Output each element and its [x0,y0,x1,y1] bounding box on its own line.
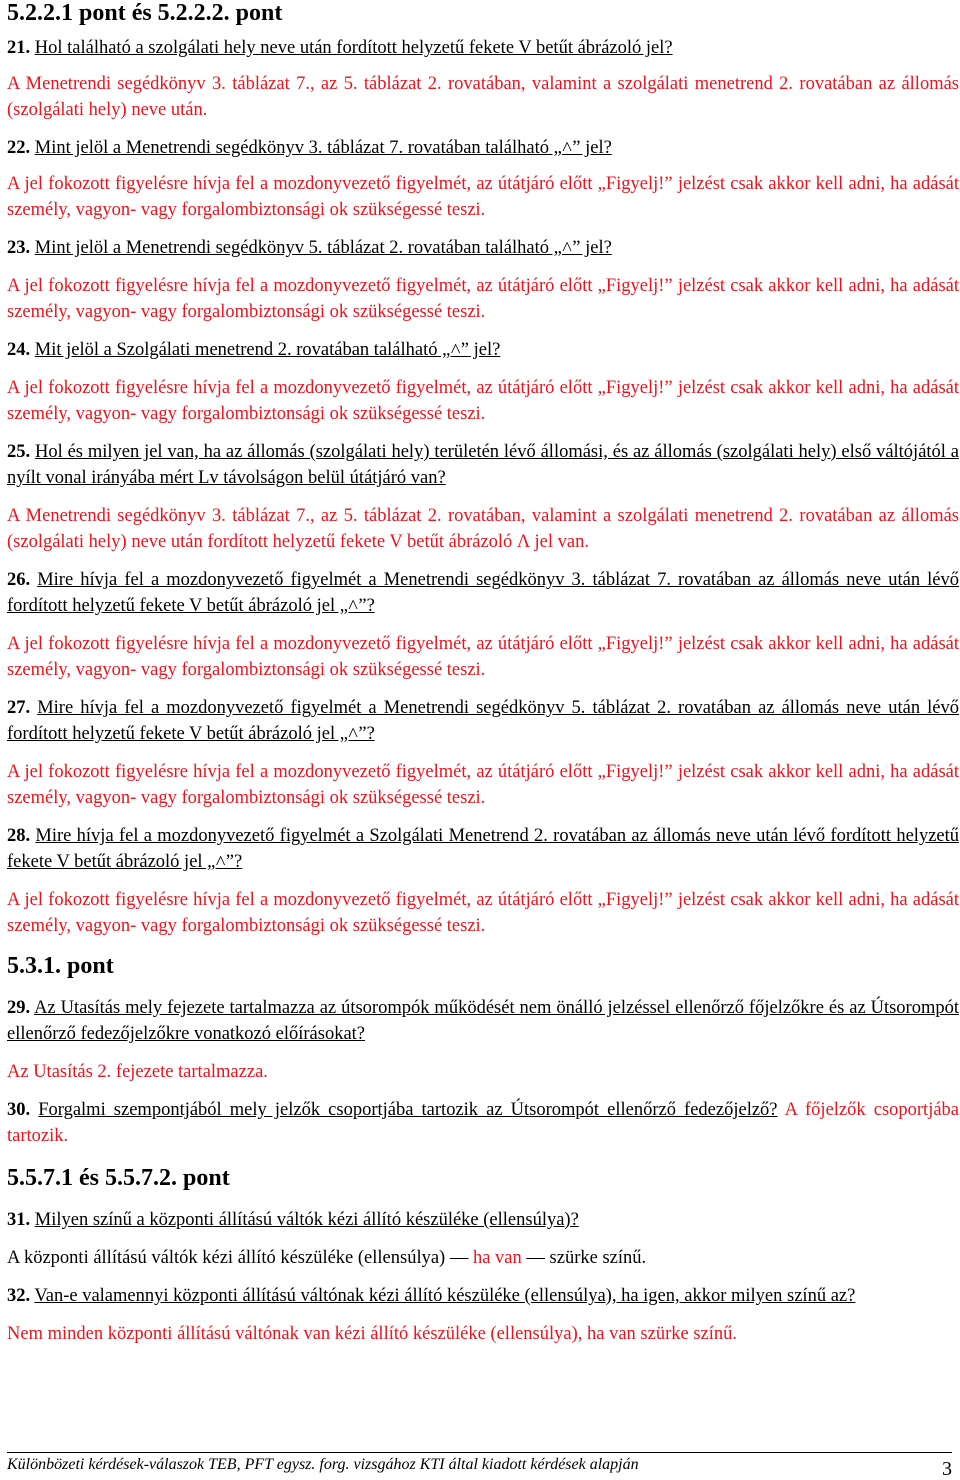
question-23 [7,235,959,261]
answer-text-before: A központi állítású váltók kézi állító készüléke (ellensúlya) — [7,1248,473,1268]
question-number: 27. [7,698,31,718]
question-text: Mint jelöl a Menetrendi segédkönyv 3. táblázat 7. rovatában található „˄” jel? [34,138,612,158]
answer-32: Nem minden központi állítású váltónak van kézi állító készüléke (ellensúlya), ha van szürke színű. [7,1324,738,1344]
answer-24: A jel fokozott figyelésre hívja fel a mozdonyvezető figyelmét, az útátjáró előtt „Figyelj!” jelzést csak akkor kell adni, ha adását személy, vagyon- vagy forgalombiztonsági ok szükségessé teszi. [7,378,959,424]
question-21 [7,35,959,61]
question-24 [7,337,959,363]
question-text: Mire hívja fel a mozdonyvezető figyelmét a Szolgálati Menetrend 2. rovatában az állomás neve után lévő fordított helyzetű fekete V betűt ábrázoló jel „˄”? [7,826,960,872]
question-number: 22. [7,138,31,158]
section-heading: 5.3.1. pont [7,953,114,979]
answer-26: A jel fokozott figyelésre hívja fel a mozdonyvezető figyelmét, az útátjáró előtt „Figyelj!” jelzést csak akkor kell adni, ha adását személy, vagyon- vagy forgalombiztonsági ok szükségessé teszi. [7,634,959,680]
question-text: Az Utasítás mely fejezete tartalmazza az útsorompók működését nem önálló jelzéssel ellenőrző főjelzőkre és az Útsorompót ellenőrző fedezőjelzőkre vonatkozó előírásokat? [7,998,959,1044]
question-text: Hol és milyen jel van, ha az állomás (szolgálati hely) területén lévő állomási, és az állomás (szolgálati hely) első váltójától a nyílt vonal irányába mért Lv távolságon belül útátjáró van? [7,442,960,488]
section-heading: 5.2.2.1 pont és 5.2.2.2. pont [7,0,283,26]
page-number: 3 [942,1458,952,1480]
answer-28: A jel fokozott figyelésre hívja fel a mozdonyvezető figyelmét, az útátjáró előtt „Figyelj!” jelzést csak akkor kell adni, ha adását személy, vagyon- vagy forgalombiztonsági ok szükségessé teszi. [7,890,959,936]
question-25 [7,439,959,491]
question-text: Van-e valamennyi központi állítású váltónak kézi állító készüléke (ellensúlya), ha igen, akkor milyen színű az? [34,1286,856,1306]
question-text: Milyen színű a központi állítású váltók kézi állító készüléke (ellensúlya)? [34,1210,579,1230]
question-31 [7,1207,959,1233]
question-text: Mire hívja fel a mozdonyvezető figyelmét a Menetrendi segédkönyv 5. táblázat 2. rovatában az állomás neve után lévő fordított helyzetű fekete V betűt ábrázoló jel „˄”? [7,698,960,744]
answer-25: A Menetrendi segédkönyv 3. táblázat 7., az 5. táblázat 2. rovatában, valamint a szolgálati menetrend 2. rovatában az állomás (szolgálati hely) neve után fordított helyzetű fekete V betűt ábrázoló Λ jel van. [7,506,959,552]
question-text: Mit jelöl a Szolgálati menetrend 2. rovatában található „˄” jel? [34,340,501,360]
question-text: Mint jelöl a Menetrendi segédkönyv 5. táblázat 2. rovatában található „˄” jel? [34,238,612,258]
question-number: 24. [7,340,31,360]
question-number: 32. [7,1286,31,1306]
answer-text-after: — szürke színű. [521,1248,647,1268]
answer-31 [7,1245,959,1271]
answer-30: A főjelzők csoportjába tartozik. [7,1100,960,1146]
question-number: 25. [7,442,31,462]
question-32 [7,1283,959,1309]
page-footer [7,1452,952,1480]
footer-text: Különbözeti kérdések-válaszok TEB, PFT egysz. forg. vizsgához KTI által kiadott kérdések alapján [7,1456,639,1473]
question-22 [7,135,959,161]
answer-23: A jel fokozott figyelésre hívja fel a mozdonyvezető figyelmét, az útátjáró előtt „Figyelj!” jelzést csak akkor kell adni, ha adását személy, vagyon- vagy forgalombiztonsági ok szükségessé teszi. [7,276,959,322]
question-number: 30. [7,1100,31,1120]
answer-22: A jel fokozott figyelésre hívja fel a mozdonyvezető figyelmét, az útátjáró előtt „Figyelj!” jelzést csak akkor kell adni, ha adását személy, vagyon- vagy forgalombiztonsági ok szükségessé teszi. [7,174,959,220]
answer-text-highlight: ha van [472,1248,522,1268]
question-text: Mire hívja fel a mozdonyvezető figyelmét a Menetrendi segédkönyv 3. táblázat 7. rovatában az állomás neve után lévő fordított helyzetű fekete V betűt ábrázoló jel „˄”? [7,570,960,616]
question-29 [7,995,959,1047]
question-30 [7,1097,959,1149]
answer-29: Az Utasítás 2. fejezete tartalmazza. [7,1062,268,1082]
question-number: 29. [7,998,31,1018]
question-number: 23. [7,238,31,258]
question-number: 28. [7,826,31,846]
question-text: Forgalmi szempontjából mely jelzők csoportjába tartozik az Útsorompót ellenőrző fedezőjelző? [38,1100,778,1120]
question-28 [7,823,959,875]
question-number: 31. [7,1210,31,1230]
question-number: 26. [7,570,31,590]
question-number: 21. [7,38,31,58]
question-26 [7,567,959,619]
question-27 [7,695,959,747]
answer-27: A jel fokozott figyelésre hívja fel a mozdonyvezető figyelmét, az útátjáró előtt „Figyelj!” jelzést csak akkor kell adni, ha adását személy, vagyon- vagy forgalombiztonsági ok szükségessé teszi. [7,762,959,808]
question-text: Hol található a szolgálati hely neve után fordított helyzetű fekete V betűt ábrázoló jel? [34,38,673,58]
section-heading: 5.5.7.1 és 5.5.7.2. pont [7,1165,230,1191]
document-page [7,0,959,1347]
answer-21: A Menetrendi segédkönyv 3. táblázat 7., az 5. táblázat 2. rovatában, valamint a szolgálati menetrend 2. rovatában az állomás (szolgálati hely) neve után. [7,74,959,120]
